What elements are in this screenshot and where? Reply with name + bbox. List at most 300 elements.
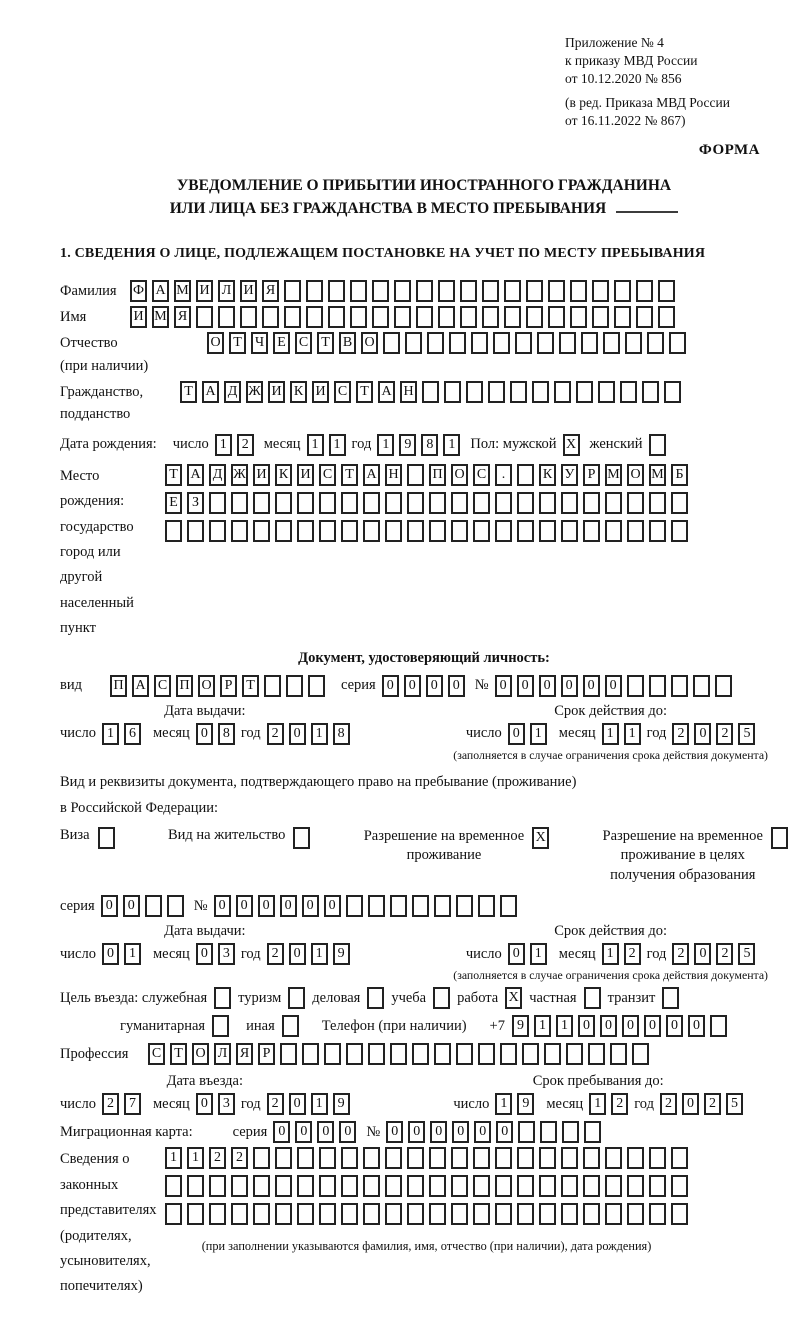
char-cell[interactable] [341,1175,358,1197]
char-cell[interactable] [647,332,664,354]
business-checkbox[interactable] [367,987,384,1009]
char-cell[interactable] [282,1015,299,1037]
char-cell[interactable]: Ж [246,381,263,403]
char-cell[interactable] [478,895,495,917]
char-cell[interactable] [363,492,380,514]
char-cell[interactable] [598,381,615,403]
char-cell[interactable]: Я [174,306,191,328]
char-cell[interactable] [570,280,587,302]
transit-checkbox[interactable] [662,987,679,1009]
char-cell[interactable] [671,675,688,697]
char-cell[interactable]: 0 [289,943,306,965]
char-cell[interactable]: 0 [295,1121,312,1143]
char-cell[interactable] [284,280,301,302]
mig-number-cells[interactable] [386,1121,601,1143]
char-cell[interactable]: К [275,464,292,486]
name-cells[interactable] [130,306,675,328]
char-cell[interactable]: 9 [512,1015,529,1037]
char-cell[interactable] [583,1203,600,1225]
char-cell[interactable] [368,895,385,917]
char-cell[interactable] [297,520,314,542]
char-cell[interactable]: 3 [218,943,235,965]
char-cell[interactable] [495,1203,512,1225]
char-cell[interactable]: 2 [716,943,733,965]
char-cell[interactable]: С [148,1043,165,1065]
char-cell[interactable]: 5 [738,943,755,965]
char-cell[interactable] [627,520,644,542]
char-cell[interactable] [771,827,788,849]
char-cell[interactable]: 2 [102,1093,119,1115]
char-cell[interactable] [495,1175,512,1197]
char-cell[interactable] [297,1147,314,1169]
char-cell[interactable]: С [334,381,351,403]
char-cell[interactable]: А [202,381,219,403]
char-cell[interactable]: Т [341,464,358,486]
char-cell[interactable]: И [130,306,147,328]
char-cell[interactable] [662,987,679,1009]
char-cell[interactable]: 0 [302,895,319,917]
char-cell[interactable] [539,1203,556,1225]
char-cell[interactable] [306,306,323,328]
char-cell[interactable] [341,1203,358,1225]
char-cell[interactable]: О [192,1043,209,1065]
char-cell[interactable] [522,1043,539,1065]
char-cell[interactable]: 0 [324,895,341,917]
char-cell[interactable] [671,520,688,542]
char-cell[interactable] [363,1175,380,1197]
char-cell[interactable]: С [473,464,490,486]
char-cell[interactable]: 0 [258,895,275,917]
char-cell[interactable]: М [605,464,622,486]
char-cell[interactable] [526,306,543,328]
char-cell[interactable]: А [363,464,380,486]
char-cell[interactable] [231,492,248,514]
char-cell[interactable]: С [154,675,171,697]
char-cell[interactable] [466,381,483,403]
mig-series-cells[interactable] [273,1121,356,1143]
char-cell[interactable] [605,492,622,514]
char-cell[interactable] [671,1147,688,1169]
char-cell[interactable] [605,1147,622,1169]
char-cell[interactable] [566,1043,583,1065]
char-cell[interactable]: Е [273,332,290,354]
char-cell[interactable] [620,381,637,403]
char-cell[interactable]: 1 [589,1093,606,1115]
char-cell[interactable] [444,381,461,403]
char-cell[interactable] [429,1203,446,1225]
char-cell[interactable] [605,1203,622,1225]
char-cell[interactable] [308,675,325,697]
char-cell[interactable]: 0 [317,1121,334,1143]
char-cell[interactable] [504,306,521,328]
tourism-checkbox[interactable] [288,987,305,1009]
char-cell[interactable]: 0 [273,1121,290,1143]
char-cell[interactable] [664,381,681,403]
char-cell[interactable] [390,895,407,917]
char-cell[interactable] [658,280,675,302]
char-cell[interactable] [341,1147,358,1169]
private-checkbox[interactable] [584,987,601,1009]
birth-place-line1-cells[interactable] [165,464,688,486]
char-cell[interactable]: Т [317,332,334,354]
doc-issue-year-cells[interactable] [267,723,350,745]
char-cell[interactable] [482,280,499,302]
char-cell[interactable] [627,1147,644,1169]
char-cell[interactable] [302,1043,319,1065]
doc-issue-day-cells[interactable] [102,723,141,745]
char-cell[interactable] [715,675,732,697]
char-cell[interactable]: 2 [231,1147,248,1169]
char-cell[interactable]: Р [220,675,237,697]
char-cell[interactable] [212,1015,229,1037]
doc-series-cells[interactable] [382,675,465,697]
char-cell[interactable]: 2 [716,723,733,745]
char-cell[interactable] [526,280,543,302]
char-cell[interactable]: Д [209,464,226,486]
char-cell[interactable]: 7 [124,1093,141,1115]
char-cell[interactable]: О [361,332,378,354]
char-cell[interactable] [517,520,534,542]
char-cell[interactable] [627,675,644,697]
char-cell[interactable]: 1 [307,434,324,456]
char-cell[interactable] [187,520,204,542]
char-cell[interactable] [433,987,450,1009]
char-cell[interactable] [253,1203,270,1225]
char-cell[interactable]: П [176,675,193,697]
char-cell[interactable] [363,520,380,542]
char-cell[interactable] [583,520,600,542]
char-cell[interactable] [649,1203,666,1225]
char-cell[interactable] [605,520,622,542]
char-cell[interactable] [495,1147,512,1169]
char-cell[interactable] [614,306,631,328]
char-cell[interactable] [288,987,305,1009]
char-cell[interactable] [324,1043,341,1065]
char-cell[interactable]: 1 [124,943,141,965]
char-cell[interactable] [284,306,301,328]
char-cell[interactable]: Л [214,1043,231,1065]
char-cell[interactable] [449,332,466,354]
char-cell[interactable] [383,332,400,354]
char-cell[interactable] [196,306,213,328]
char-cell[interactable]: С [295,332,312,354]
char-cell[interactable]: О [627,464,644,486]
char-cell[interactable] [451,1147,468,1169]
char-cell[interactable] [253,1147,270,1169]
char-cell[interactable]: Т [165,464,182,486]
char-cell[interactable]: 2 [267,1093,284,1115]
profession-cells[interactable] [148,1043,649,1065]
patronymic-cells[interactable] [207,332,686,354]
char-cell[interactable] [488,381,505,403]
char-cell[interactable] [540,1121,557,1143]
char-cell[interactable]: 0 [508,943,525,965]
char-cell[interactable] [539,520,556,542]
char-cell[interactable] [610,1043,627,1065]
char-cell[interactable] [350,280,367,302]
char-cell[interactable] [495,492,512,514]
char-cell[interactable]: Р [258,1043,275,1065]
char-cell[interactable]: 0 [123,895,140,917]
char-cell[interactable] [319,1147,336,1169]
char-cell[interactable] [649,1175,666,1197]
char-cell[interactable]: 1 [624,723,641,745]
char-cell[interactable] [548,280,565,302]
char-cell[interactable] [605,1175,622,1197]
birth-year-cells[interactable] [377,434,460,456]
char-cell[interactable] [98,827,115,849]
char-cell[interactable]: 2 [611,1093,628,1115]
char-cell[interactable]: Т [170,1043,187,1065]
char-cell[interactable] [584,987,601,1009]
char-cell[interactable] [209,492,226,514]
char-cell[interactable]: 6 [124,723,141,745]
char-cell[interactable]: И [297,464,314,486]
char-cell[interactable] [412,895,429,917]
char-cell[interactable] [554,381,571,403]
char-cell[interactable] [231,1203,248,1225]
doc-issue-month-cells[interactable] [196,723,235,745]
char-cell[interactable] [385,520,402,542]
char-cell[interactable] [627,492,644,514]
char-cell[interactable] [451,492,468,514]
char-cell[interactable] [319,492,336,514]
char-cell[interactable]: Н [385,464,402,486]
humanitarian-checkbox[interactable] [212,1015,229,1037]
birth-month-cells[interactable] [307,434,346,456]
char-cell[interactable] [363,1203,380,1225]
representatives-line2-cells[interactable] [165,1175,688,1197]
char-cell[interactable] [559,332,576,354]
char-cell[interactable] [209,1175,226,1197]
char-cell[interactable]: 1 [530,943,547,965]
char-cell[interactable] [671,1175,688,1197]
char-cell[interactable] [429,520,446,542]
stay-month-cells[interactable] [589,1093,628,1115]
char-cell[interactable]: 0 [404,675,421,697]
char-cell[interactable]: 0 [688,1015,705,1037]
char-cell[interactable] [500,895,517,917]
char-cell[interactable] [456,895,473,917]
entry-month-cells[interactable] [196,1093,235,1115]
char-cell[interactable]: И [268,381,285,403]
char-cell[interactable] [539,1147,556,1169]
char-cell[interactable] [385,1147,402,1169]
char-cell[interactable]: 1 [329,434,346,456]
char-cell[interactable]: 0 [578,1015,595,1037]
permit-issue-month-cells[interactable] [196,943,235,965]
entry-day-cells[interactable] [102,1093,141,1115]
char-cell[interactable]: 1 [377,434,394,456]
char-cell[interactable]: 2 [624,943,641,965]
doc-valid-day-cells[interactable] [508,723,547,745]
representatives-line1-cells[interactable] [165,1147,688,1169]
char-cell[interactable] [319,520,336,542]
char-cell[interactable]: Р [583,464,600,486]
char-cell[interactable] [473,492,490,514]
char-cell[interactable] [372,280,389,302]
char-cell[interactable] [145,895,162,917]
birth-place-line3-cells[interactable] [165,520,688,542]
char-cell[interactable]: 0 [289,1093,306,1115]
representatives-line3-cells[interactable] [165,1203,688,1225]
stay-day-cells[interactable] [495,1093,534,1115]
permit-valid-year-cells[interactable] [672,943,755,965]
permit-issue-year-cells[interactable] [267,943,350,965]
char-cell[interactable]: 2 [209,1147,226,1169]
char-cell[interactable] [584,1121,601,1143]
char-cell[interactable] [473,1175,490,1197]
char-cell[interactable]: М [649,464,666,486]
char-cell[interactable] [451,1203,468,1225]
char-cell[interactable] [561,1175,578,1197]
char-cell[interactable] [293,827,310,849]
char-cell[interactable] [473,1203,490,1225]
char-cell[interactable] [297,1203,314,1225]
char-cell[interactable]: И [312,381,329,403]
char-cell[interactable]: 0 [644,1015,661,1037]
char-cell[interactable]: 0 [101,895,118,917]
char-cell[interactable] [500,1043,517,1065]
char-cell[interactable] [544,1043,561,1065]
char-cell[interactable]: А [187,464,204,486]
stay-year-cells[interactable] [660,1093,743,1115]
char-cell[interactable] [209,520,226,542]
char-cell[interactable]: Я [236,1043,253,1065]
char-cell[interactable] [165,1175,182,1197]
char-cell[interactable]: 0 [517,675,534,697]
char-cell[interactable]: 0 [408,1121,425,1143]
char-cell[interactable] [275,492,292,514]
sex-female-checkbox[interactable] [649,434,666,456]
char-cell[interactable] [583,492,600,514]
char-cell[interactable]: 9 [517,1093,534,1115]
char-cell[interactable]: X [505,987,522,1009]
char-cell[interactable] [405,332,422,354]
char-cell[interactable] [434,1043,451,1065]
char-cell[interactable]: 8 [421,434,438,456]
char-cell[interactable]: 0 [694,943,711,965]
char-cell[interactable] [460,280,477,302]
char-cell[interactable] [407,1203,424,1225]
char-cell[interactable] [385,492,402,514]
char-cell[interactable] [167,895,184,917]
char-cell[interactable] [394,306,411,328]
char-cell[interactable] [451,520,468,542]
char-cell[interactable]: 1 [311,723,328,745]
char-cell[interactable]: А [132,675,149,697]
char-cell[interactable]: 2 [704,1093,721,1115]
char-cell[interactable] [632,1043,649,1065]
char-cell[interactable] [627,1203,644,1225]
char-cell[interactable] [710,1015,727,1037]
char-cell[interactable]: 1 [165,1147,182,1169]
char-cell[interactable] [583,1175,600,1197]
char-cell[interactable] [429,1175,446,1197]
char-cell[interactable] [297,492,314,514]
char-cell[interactable]: 0 [605,675,622,697]
char-cell[interactable]: Я [262,280,279,302]
permit-series-cells[interactable] [101,895,184,917]
char-cell[interactable] [280,1043,297,1065]
char-cell[interactable] [319,1203,336,1225]
char-cell[interactable] [515,332,532,354]
char-cell[interactable] [517,492,534,514]
char-cell[interactable] [642,381,659,403]
char-cell[interactable] [264,675,281,697]
char-cell[interactable]: 0 [539,675,556,697]
char-cell[interactable] [456,1043,473,1065]
char-cell[interactable] [649,434,666,456]
char-cell[interactable]: А [378,381,395,403]
char-cell[interactable] [518,1121,535,1143]
surname-cells[interactable] [130,280,675,302]
char-cell[interactable] [434,895,451,917]
char-cell[interactable] [390,1043,407,1065]
char-cell[interactable]: 2 [672,723,689,745]
char-cell[interactable]: 0 [452,1121,469,1143]
char-cell[interactable] [275,1175,292,1197]
char-cell[interactable] [510,381,527,403]
char-cell[interactable]: И [240,280,257,302]
char-cell[interactable]: 0 [430,1121,447,1143]
char-cell[interactable] [275,1147,292,1169]
char-cell[interactable]: Ж [231,464,248,486]
char-cell[interactable] [407,1175,424,1197]
char-cell[interactable] [438,280,455,302]
char-cell[interactable] [416,306,433,328]
permit-issue-day-cells[interactable] [102,943,141,965]
char-cell[interactable] [603,332,620,354]
char-cell[interactable] [438,306,455,328]
char-cell[interactable]: 0 [426,675,443,697]
char-cell[interactable]: 1 [495,1093,512,1115]
char-cell[interactable]: 1 [443,434,460,456]
char-cell[interactable]: З [187,492,204,514]
char-cell[interactable]: 0 [214,895,231,917]
residence-checkbox[interactable] [293,827,310,849]
char-cell[interactable]: . [495,464,512,486]
char-cell[interactable]: 0 [496,1121,513,1143]
char-cell[interactable] [482,306,499,328]
char-cell[interactable]: 0 [561,675,578,697]
char-cell[interactable] [187,1203,204,1225]
char-cell[interactable]: 0 [339,1121,356,1143]
char-cell[interactable] [576,381,593,403]
char-cell[interactable] [693,675,710,697]
permit-number-cells[interactable] [214,895,517,917]
char-cell[interactable] [286,675,303,697]
char-cell[interactable] [275,1203,292,1225]
char-cell[interactable] [412,1043,429,1065]
char-cell[interactable]: 2 [267,943,284,965]
char-cell[interactable]: 0 [236,895,253,917]
char-cell[interactable]: Е [165,492,182,514]
char-cell[interactable]: Т [242,675,259,697]
char-cell[interactable]: 1 [215,434,232,456]
char-cell[interactable] [561,492,578,514]
char-cell[interactable]: 1 [534,1015,551,1037]
char-cell[interactable] [394,280,411,302]
char-cell[interactable]: В [339,332,356,354]
char-cell[interactable] [214,987,231,1009]
char-cell[interactable]: С [319,464,336,486]
char-cell[interactable]: 0 [495,675,512,697]
char-cell[interactable] [341,520,358,542]
char-cell[interactable] [539,1175,556,1197]
char-cell[interactable]: 0 [196,1093,213,1115]
visa-checkbox[interactable] [98,827,115,849]
